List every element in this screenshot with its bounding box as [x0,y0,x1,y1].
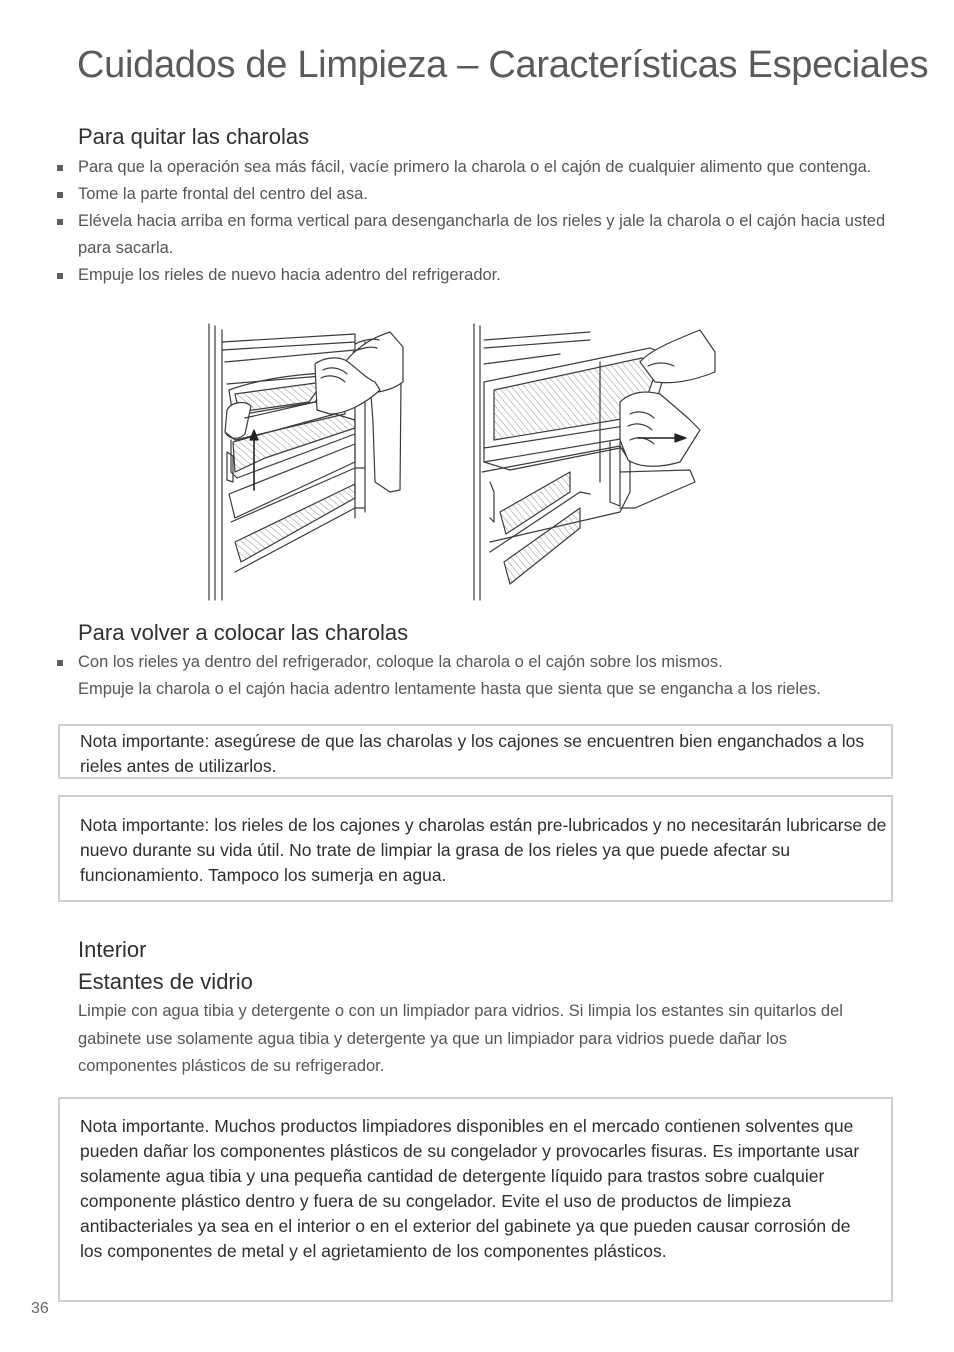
list-item: Elévela hacia arriba en forma vertical para desengancharla de los rieles y jale la charola o el cajón hacia usted para sacarla. [56,208,901,262]
note-text: Nota importante: los rieles de los cajones y charolas están pre-lubricados y no necesitarán lubricarse de nuevo durante su vida útil. No trate de limpiar la grasa de los rieles ya que puede afectar su funcionamiento. Tampoco los sumerja en agua. [80,815,887,885]
pull-tray-illustration [470,322,730,602]
list-item: Con los rieles ya dentro del refrigerador, coloque la charola o el cajón sobre los mismos. [56,649,901,676]
list-item: Tome la parte frontal del centro del asa. [56,181,901,208]
glass-shelves-heading: Estantes de vidrio [78,969,253,994]
note-box-hooked [58,724,893,779]
replace-trays-list [56,649,901,676]
page-number: 36 [31,1300,49,1317]
note-text: Nota importante: asegúrese de que las charolas y los cajones se encuentren bien enganchados a los rieles antes de utilizarlos. [80,731,865,776]
replace-trays-heading: Para volver a colocar las charolas [78,620,409,645]
remove-trays-heading: Para quitar las charolas [78,124,310,149]
bullet-square-icon [57,273,63,279]
bullet-square-icon [57,192,63,198]
glass-shelves-paragraph: Limpie con agua tibia y detergente o con un limpiador para vidrios. Si limpia los estantes sin quitarlos del gabinete use solamente agua tibia y detergente ya que un limpiador para vidrios puede dañar los componentes plásticos de su refrigerador. [78,1002,843,1075]
lift-tray-illustration [205,322,405,602]
remove-trays-list [56,154,901,289]
interior-heading: Interior [78,937,147,962]
bullet-square-icon [57,219,63,225]
bullet-square-icon [57,165,63,171]
page-title: Cuidados de Limpieza – Características Especiales [77,44,929,86]
list-item: Empuje los rieles de nuevo hacia adentro del refrigerador. [56,262,901,289]
note-text: Nota importante. Muchos productos limpiadores disponibles en el mercado contienen solventes que pueden dañar los componentes plásticos de su congelador y provocarles fisuras. Es importante usar solamente agua tibia y una pequeña cantidad de detergente líquido para trastos sobre cualquier componente plástico dentro y fuera de su congelador. Evite el uso de productos de limpieza antibacteriales ya sea en el interior o en el exterior del gabinete ya que pueden causar corrosión de los componentes de metal y el agrietamiento de los componentes plásticos. [80,1116,860,1261]
replace-trays-continuation: Empuje la charola o el cajón hacia adentro lentamente hasta que sienta que se engancha a los rieles. [78,680,821,698]
note-box-cleaners [58,1097,893,1302]
bullet-square-icon [57,660,63,666]
note-box-lubricated [58,795,893,902]
list-item: Para que la operación sea más fácil, vacíe primero la charola o el cajón de cualquier alimento que contenga. [56,154,901,181]
